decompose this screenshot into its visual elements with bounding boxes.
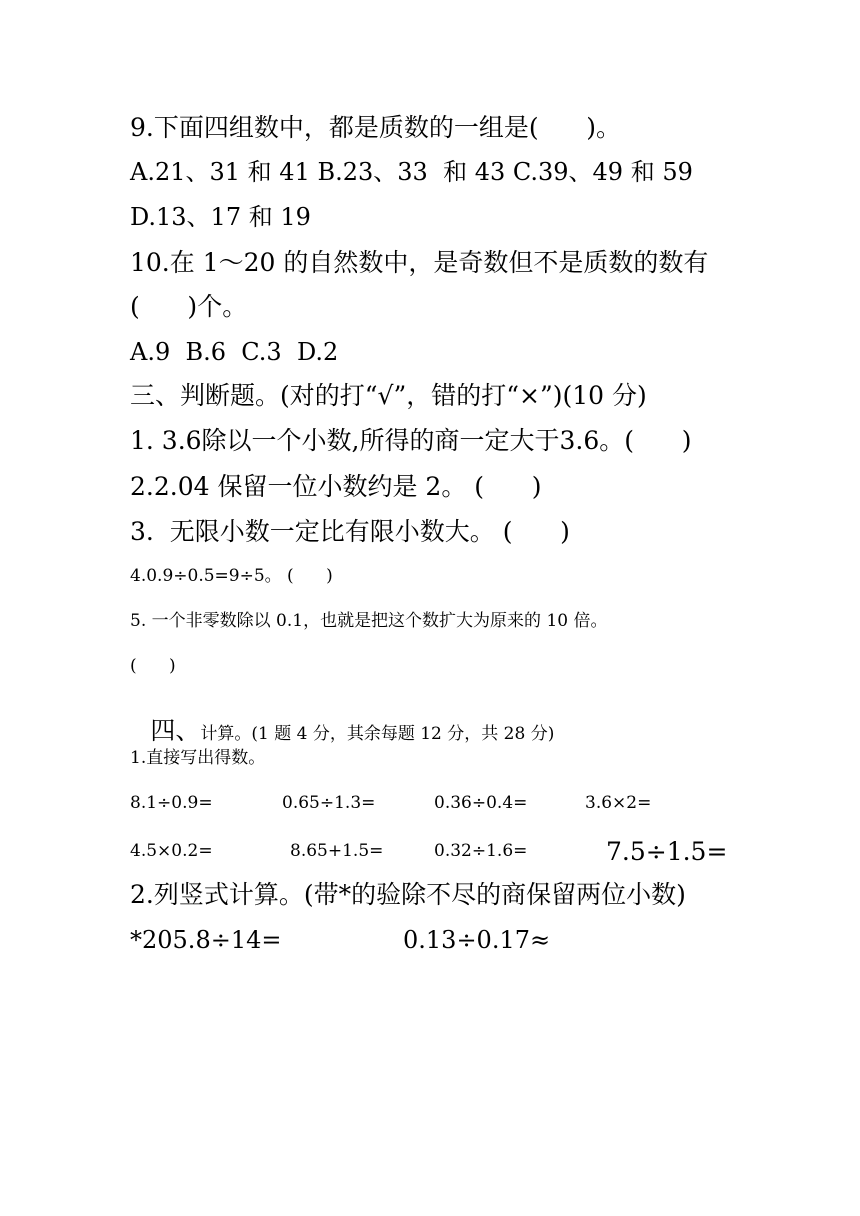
- calc-row-1: [130, 795, 740, 819]
- judgment-item-1: 1. 3.6除以一个小数,所得的商一定大于3.6。( ): [130, 426, 692, 455]
- judgment-item-4: 4.0.9÷0.5=9÷5。 ( ): [130, 566, 333, 586]
- calc-item: 7.5÷1.5=: [606, 837, 728, 866]
- judgment-item-5: 5. 一个非零数除以 0.1，也就是把这个数扩大为原来的 10 倍。: [130, 611, 608, 631]
- question-10-stem: 10.在 1～20 的自然数中，是奇数但不是质数的数有: [130, 248, 709, 277]
- judgment-item-5-answer-blank: ( ): [130, 656, 176, 676]
- section-4-title: 计算。(1 题 4 分，其余每题 12 分，共 28 分): [200, 724, 555, 744]
- part-2-title: 2.列竖式计算。(带*的验除不尽的商保留两位小数): [130, 880, 686, 909]
- section-3-heading: 三、判断题。(对的打“√”，错的打“×”)(10 分): [130, 381, 647, 410]
- calc-item: 8.1÷0.9=: [130, 793, 213, 813]
- vertical-calc-1: *205.8÷14=: [130, 926, 282, 954]
- question-10-stem-continued: ( )个。: [130, 292, 248, 321]
- judgment-item-3: 3. 无限小数一定比有限小数大。 ( ): [130, 517, 570, 546]
- section-4-number: 四、: [150, 716, 201, 745]
- question-9-options-line2: D.13、17 和 19: [130, 203, 311, 231]
- question-9-options-line1: A.21、31 和 41 B.23、33 和 43 C.39、49 和 59: [130, 158, 693, 186]
- part-1-title: 1.直接写出得数。: [130, 748, 266, 768]
- calc-item: 0.36÷0.4=: [434, 793, 528, 813]
- vertical-calc-2: 0.13÷0.17≈: [403, 926, 551, 954]
- calc-item: 0.65÷1.3=: [282, 793, 376, 813]
- calc-item: 0.32÷1.6=: [434, 841, 528, 861]
- judgment-item-2: 2.2.04 保留一位小数约是 2。 ( ): [130, 472, 542, 501]
- calc-row-2: [130, 837, 740, 867]
- calc-item: 3.6×2=: [585, 793, 652, 813]
- calc-item: 4.5×0.2=: [130, 841, 213, 861]
- question-9-stem: 9.下面四组数中，都是质数的一组是( )。: [130, 113, 622, 142]
- question-10-options: A.9 B.6 C.3 D.2: [130, 338, 339, 366]
- calc-item: 8.65+1.5=: [290, 841, 384, 861]
